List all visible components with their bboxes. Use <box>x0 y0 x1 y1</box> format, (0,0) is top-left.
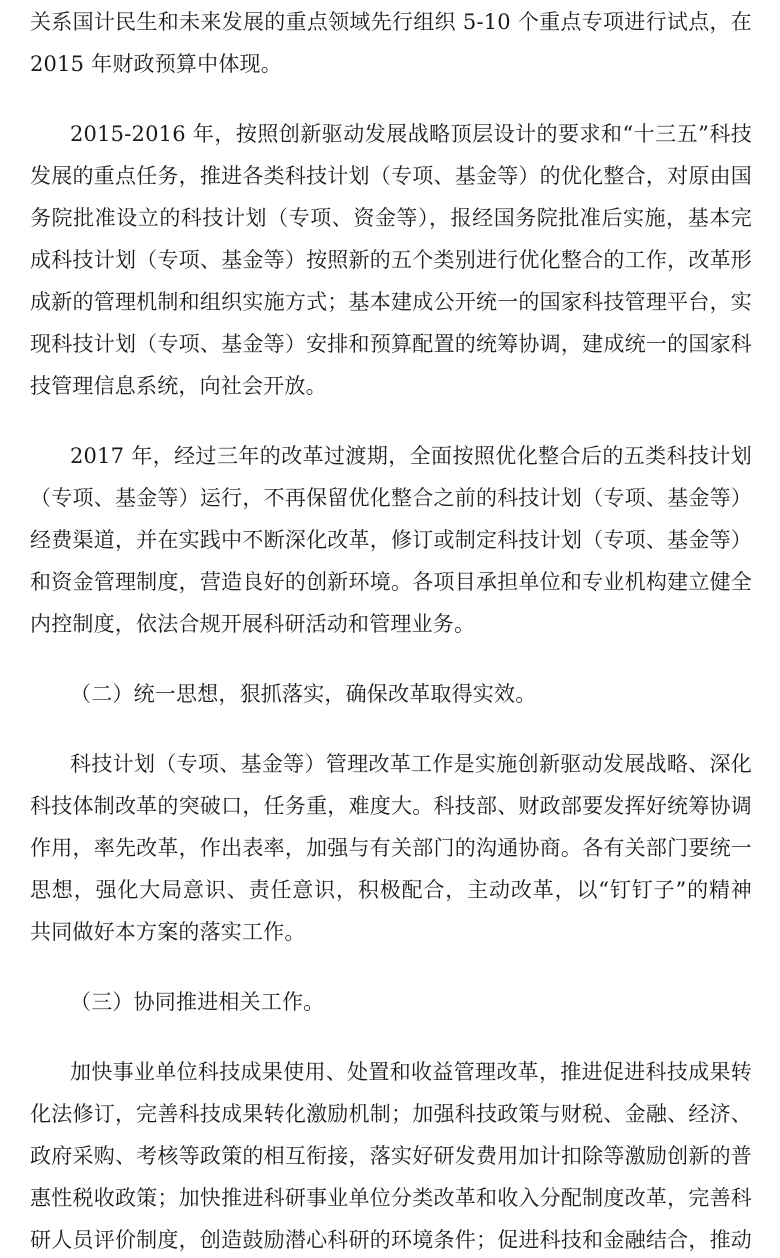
text-line: 作用，率先改革，作出表率，加强与有关部门的沟通协商。各有关部门要统一 <box>30 836 752 860</box>
text-line: 政府采购、考核等政策的相互衔接，落实好研发费用加计扣除等激励创新的普 <box>30 1144 752 1168</box>
text-line: 成科技计划（专项、基金等）按照新的五个类别进行优化整合的工作，改革形 <box>30 248 752 272</box>
text-line: 研人员评价制度，创造鼓励潜心科研的环境条件；促进科技和金融结合，推动 <box>30 1228 752 1252</box>
text-line: 技管理信息系统，向社会开放。 <box>30 374 327 398</box>
section-heading: （三）协同推进相关工作。 <box>70 990 325 1014</box>
text-line: 2017 年，经过三年的改革过渡期，全面按照优化整合后的五类科技计划 <box>70 444 752 468</box>
text-line: 2015 年财政预算中体现。 <box>30 52 282 76</box>
text-line: 和资金管理制度，营造良好的创新环境。各项目承担单位和专业机构建立健全 <box>30 570 752 594</box>
text-line: 发展的重点任务，推进各类科技计划（专项、基金等）的优化整合，对原由国 <box>30 164 752 188</box>
text-line: 2015-2016 年，按照创新驱动发展战略顶层设计的要求和“十三五”科技 <box>70 122 752 146</box>
text-line: 科技体制改革的突破口，任务重，难度大。科技部、财政部要发挥好统筹协调 <box>30 794 752 818</box>
text-line: 思想，强化大局意识、责任意识，积极配合，主动改革，以“钉钉子”的精神 <box>30 878 752 902</box>
section-heading: （二）统一思想，狠抓落实，确保改革取得实效。 <box>70 682 537 706</box>
text-line: 务院批准设立的科技计划（专项、资金等），报经国务院批准后实施，基本完 <box>30 206 752 230</box>
text-line: （专项、基金等）运行，不再保留优化整合之前的科技计划（专项、基金等） <box>30 486 752 510</box>
text-line: 现科技计划（专项、基金等）安排和预算配置的统筹协调，建成统一的国家科 <box>30 332 752 356</box>
text-line: 加快事业单位科技成果使用、处置和收益管理改革，推进促进科技成果转 <box>70 1060 752 1084</box>
text-line: 经费渠道，并在实践中不断深化改革，修订或制定科技计划（专项、基金等） <box>30 528 752 552</box>
text-line: 成新的管理机制和组织实施方式；基本建成公开统一的国家科技管理平台，实 <box>30 290 752 314</box>
text-line: 内控制度，依法合规开展科研活动和管理业务。 <box>30 612 476 636</box>
text-line: 共同做好本方案的落实工作。 <box>30 920 306 944</box>
text-line: 化法修订，完善科技成果转化激励机制；加强科技政策与财税、金融、经济、 <box>30 1102 752 1126</box>
text-line: 科技计划（专项、基金等）管理改革工作是实施创新驱动发展战略、深化 <box>70 752 752 776</box>
text-line: 关系国计民生和未来发展的重点领域先行组织 5-10 个重点专项进行试点，在 <box>30 10 752 34</box>
text-line: 惠性税收政策；加快推进科研事业单位分类改革和收入分配制度改革，完善科 <box>30 1186 752 1210</box>
